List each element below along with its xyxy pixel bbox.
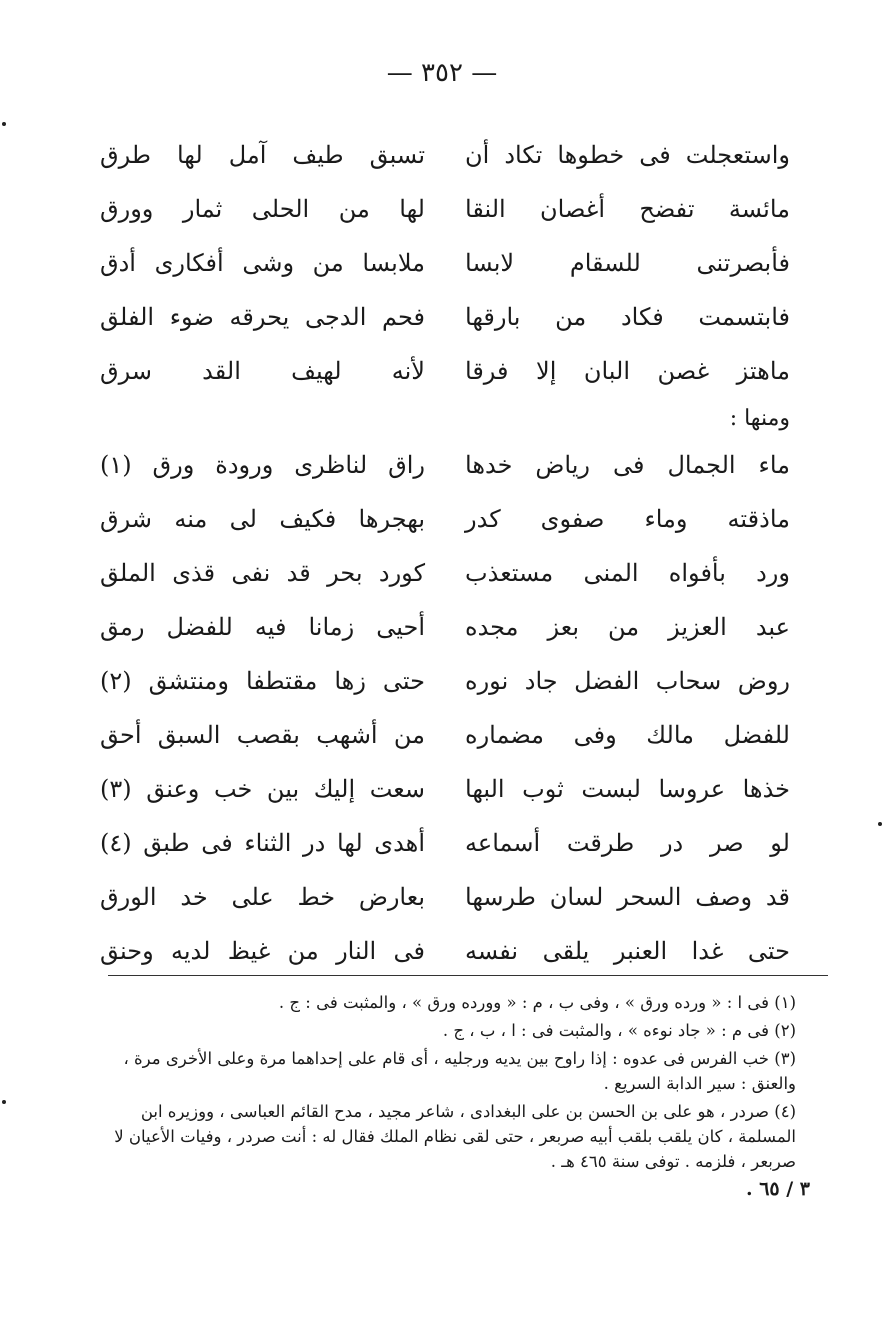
verse-row <box>100 546 790 600</box>
footnote-1: (١) فى ا : « ورده ورق » ، وفى ب ، م : « وورده ورق » ، والمثبت فى : ج . <box>278 993 796 1012</box>
hemistich-first: روض سحاب الفضل جاد نوره <box>465 667 790 695</box>
hemistich-first: واستعجلت فى خطوها تكاد أن <box>465 141 790 169</box>
page-number: — ٣٥٢ — <box>386 58 498 88</box>
verse-row <box>100 344 790 398</box>
hemistich-first: فابتسمت فكاد من بارقها <box>465 303 790 331</box>
verse-row <box>100 492 790 546</box>
footnote-2: (٢) فى م : « جاد نوءه » ، والمثبت فى : ا ، ب ، ج . <box>442 1021 796 1040</box>
verse-row <box>100 236 790 290</box>
hemistich-second: أحيى زمانا فيه للفضل رمق <box>100 613 425 641</box>
hemistich-first: لو صر در طرقت أسماعه <box>465 829 790 857</box>
hemistich-first: ماء الجمال فى رياض خدها <box>465 451 790 479</box>
hemistich-second: فى النار من غيظ لديه وحنق <box>100 937 425 965</box>
hemistich-second: لأنه لهيف القد سرق <box>100 357 425 385</box>
verse-row <box>100 128 790 182</box>
footnotes <box>100 990 810 1202</box>
hemistich-second: سعت إليك بين خب وعنق (٣) <box>100 775 425 803</box>
hemistich-first: خذها عروسا لبست ثوب البها <box>465 775 790 803</box>
hemistich-first: للفضل مالك وفى مضماره <box>465 721 790 749</box>
hemistich-first: قد وصف السحر لسان طرسها <box>465 883 790 911</box>
hemistich-second: فحم الدجى يحرقه ضوء الفلق <box>100 303 425 331</box>
footnote-4: (٤) صردر ، هو على بن الحسن بن على البغدادى ، شاعر مجيد ، مدح القائم العباسى ، ووزيره ابن المسلمة ، كان يلقب بلقب أبيه صربعر ، حتى لقى نظام الملك فقال له : أنت صردر ، وفيات الأعيان لا صربعر ، فلزمه . توفى سنة ٤٦٥ هـ . <box>114 1102 796 1171</box>
hemistich-second: بهجرها فكيف لى منه شرق <box>100 505 425 533</box>
hemistich-second: لها من الحلى ثمار وورق <box>100 195 425 223</box>
hemistich-first: عبد العزيز من بعز مجده <box>465 613 790 641</box>
hemistich-first: ماهتز غصن البان إلا فرقا <box>465 357 790 385</box>
section-label: ومنها : <box>729 405 790 431</box>
hemistich-second: ملابسا من وشى أفكارى أدق <box>100 249 425 277</box>
verse-row <box>100 870 790 924</box>
verse-row <box>100 924 790 978</box>
hemistich-first: مائسة تفضح أغصان النقا <box>465 195 790 223</box>
verse-row <box>100 182 790 236</box>
margin-mark <box>878 822 882 826</box>
footnote-3: (٣) خب الفرس فى عدوه : إذا راوح بين يديه ورجليه ، أى قام على إحداهما مرة وعلى الأخرى مرة ، والعنق : سير الدابة السريع . <box>123 1049 796 1093</box>
verse-row <box>100 762 790 816</box>
hemistich-first: ماذقته وماء صفوى كدر <box>465 505 790 533</box>
hemistich-first: ورد بأفواه المنى مستعذب <box>465 559 790 587</box>
verse-row <box>100 816 790 870</box>
verse-row <box>100 654 790 708</box>
gathering-signature: ٣ / ٦٥ . <box>745 1178 810 1200</box>
hemistich-second: حتى زها مقتطفا ومنتشق (٢) <box>100 667 425 695</box>
hemistich-second: بعارض خط على خد الورق <box>100 883 425 911</box>
verse-row <box>100 438 790 492</box>
verse-row <box>100 290 790 344</box>
verse-row <box>100 708 790 762</box>
footnote-divider <box>108 975 828 976</box>
hemistich-second: تسبق طيف آمل لها طرق <box>100 141 425 169</box>
margin-mark <box>2 122 6 126</box>
verse-row <box>100 600 790 654</box>
hemistich-second: كورد بحر قد نفى قذى الملق <box>100 559 425 587</box>
poem-block <box>100 128 790 978</box>
margin-mark <box>2 1100 6 1104</box>
hemistich-second: راق لناظرى ورودة ورق (١) <box>100 451 425 479</box>
hemistich-first: حتى غدا العنبر يلقى نفسه <box>465 937 790 965</box>
hemistich-second: من أشهب بقصب السبق أحق <box>100 721 425 749</box>
hemistich-first: فأبصرتنى للسقام لابسا <box>465 249 790 277</box>
hemistich-second: أهدى لها در الثناء فى طبق (٤) <box>100 829 425 857</box>
